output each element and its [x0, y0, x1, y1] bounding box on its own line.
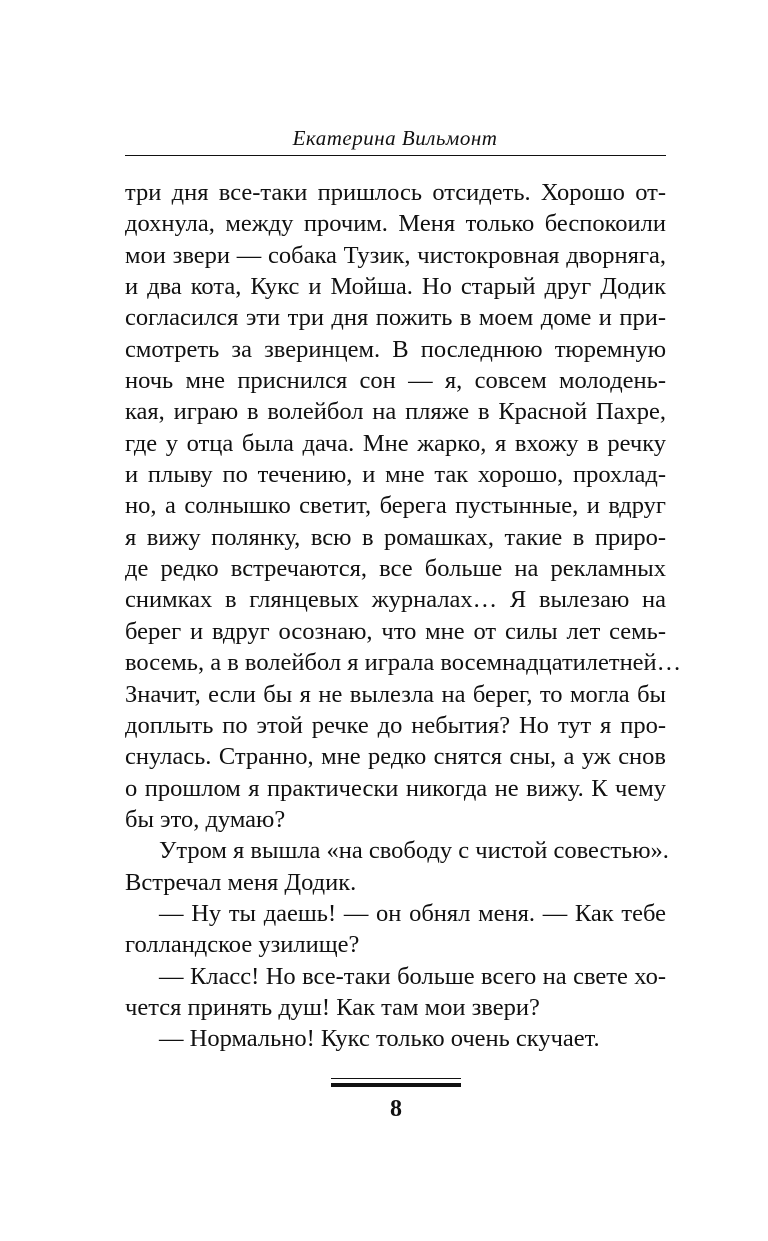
text-line: где у отца была дача. Мне жарко, я вхожу в речку: [125, 429, 666, 457]
text-line: доплыть по этой речке до небытия? Но тут я про-: [125, 711, 666, 739]
body-text: [125, 177, 682, 1055]
text-line: голландское узилище?: [125, 931, 360, 959]
text-line: берег и вдруг осознаю, что мне от силы лет семь-: [125, 617, 666, 645]
text-line: согласился эти три дня пожить в моем доме и при-: [125, 304, 666, 332]
running-head-author: Екатерина Вильмонт: [292, 126, 498, 150]
text-line: кая, играю в волейбол на пляже в Красной Пахре,: [125, 398, 666, 426]
text-line: о прошлом я практически никогда не вижу. К чему: [125, 774, 666, 802]
text-line: де редко встречаются, все больше на рекламных: [125, 555, 666, 583]
text-line: дохнула, между прочим. Меня только беспокоили: [125, 210, 666, 238]
text-line: Значит, если бы я не вылезла на берег, то могла бы: [125, 680, 666, 708]
text-line: ночь мне приснился сон — я, совсем молодень-: [125, 367, 666, 395]
text-line: и плыву по течению, и мне так хорошо, прохлад-: [125, 461, 666, 489]
text-line: мои звери — собака Тузик, чистокровная дворняга,: [125, 241, 666, 269]
text-line: чется принять душ! Как там мои звери?: [125, 993, 540, 1021]
page-number: 8: [390, 1096, 402, 1122]
text-line: Утром я вышла «на свободу с чистой совестью».: [159, 837, 669, 865]
text-line: восемь, а в волейбол я играла восемнадцатилетней…: [125, 649, 682, 677]
text-line: и два кота, Кукс и Мойша. Но старый друг Додик: [125, 273, 666, 301]
text-line: снулась. Странно, мне редко снятся сны, а уж снов: [125, 743, 666, 771]
text-line: Встречал меня Додик.: [125, 868, 357, 896]
header-rule: [125, 155, 666, 156]
text-line: смотреть за зверинцем. В последнюю тюремную: [125, 335, 666, 363]
footer-rule-thick: [331, 1083, 461, 1087]
text-line: я вижу полянку, всю в ромашках, такие в приро-: [125, 523, 666, 551]
text-line: снимках в глянцевых журналах… Я вылезаю на: [125, 586, 666, 614]
text-line: но, а солнышко светит, берега пустынные, и вдруг: [125, 492, 666, 520]
footer-rule-thin: [331, 1078, 461, 1079]
text-line: — Класс! Но все-таки больше всего на свете хо-: [159, 962, 666, 990]
text-line: — Нормально! Кукс только очень скучает.: [159, 1025, 600, 1053]
text-line: бы это, думаю?: [125, 805, 286, 833]
text-line: — Ну ты даешь! — он обнял меня. — Как тебе: [159, 899, 666, 927]
text-line: три дня все-таки пришлось отсидеть. Хорошо от-: [125, 179, 666, 206]
